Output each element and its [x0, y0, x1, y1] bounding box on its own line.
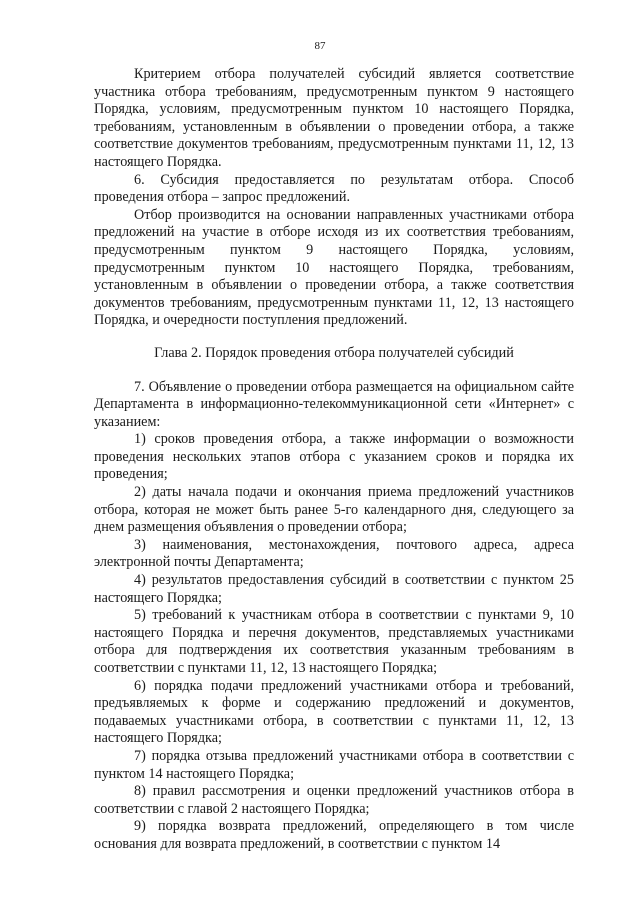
paragraph-selection-basis: Отбор производится на основании направленных участниками отбора предложений на участие в отборе исходя из их соответствия требованиям, предусмотренным пунктом 9 настоящего Порядка, условиям, предусмотренным пунктом 10 настоящего Порядка, требованиям, установленным в объявлении о проведении отбора, а также соответствия документов требованиям, предусмотренным пунктами 11, 12, 13 настоящего Порядка, и очередности поступления предложений.	[94, 206, 574, 329]
list-item-9: 9) порядка возврата предложений, определяющего в том числе основания для возврата предложений, в соответствии с пунктом 14	[94, 818, 574, 852]
document-body	[94, 66, 574, 854]
list-item-6: 6) порядка подачи предложений участниками отбора и требований, предъявляемых к форме и содержанию предложений и документов, подаваемых участниками отбора, в соответствии с пунктами 11, 12, 13 настоящего Порядка;	[94, 677, 574, 747]
paragraph-6: 6. Субсидия предоставляется по результатам отбора. Способ проведения отбора – запрос предложений.	[94, 171, 574, 206]
list-item-4: 4) результатов предоставления субсидий в соответствии с пунктом 25 настоящего Порядка;	[94, 572, 574, 606]
list-item-3: 3) наименования, местонахождения, почтового адреса, адреса электронной почты Департамента;	[94, 536, 574, 571]
list-item-1: 1) сроков проведения отбора, а также информации о возможности проведения нескольких этапов отбора с указанием сроков и порядка их проведения;	[94, 431, 574, 483]
paragraph-7: 7. Объявление о проведении отбора размещается на официальном сайте Департамента в информационно-телекоммуникационной сети «Интернет» с указанием:	[94, 378, 574, 430]
chapter-heading: Глава 2. Порядок проведения отбора получателей субсидий	[154, 344, 514, 361]
list-item-7: 7) порядка отзыва предложений участниками отбора в соответствии с пунктом 14 настоящего Порядка;	[94, 747, 574, 782]
list-item-5: 5) требований к участникам отбора в соответствии с пунктами 9, 10 настоящего Порядка и перечня документов, представляемых участниками отбора для подтверждения их соответствия указанным требованиям в соответствии с пунктами 11, 12, 13 настоящего Порядка;	[94, 607, 574, 676]
list-item-8: 8) правил рассмотрения и оценки предложений участников отбора в соответствии с главой 2 настоящего Порядка;	[94, 783, 574, 817]
paragraph-selection-criterion: Критерием отбора получателей субсидий является соответствие участника отбора требованиям, предусмотренным пунктом 9 настоящего Порядка, условиям, предусмотренным пунктом 10 настоящего Порядка, требованиям, установленным в объявлении о проведении отбора, а также соответствие документов требованиям, предусмотренным пунктами 11, 12, 13 настоящего Порядка.	[94, 66, 574, 170]
list-item-2: 2) даты начала подачи и окончания приема предложений участников отбора, которая не может быть ранее 5-го календарного дня, следующего за днем размещения объявления о проведении отбора;	[94, 484, 574, 536]
page-number: 87	[314, 40, 326, 52]
